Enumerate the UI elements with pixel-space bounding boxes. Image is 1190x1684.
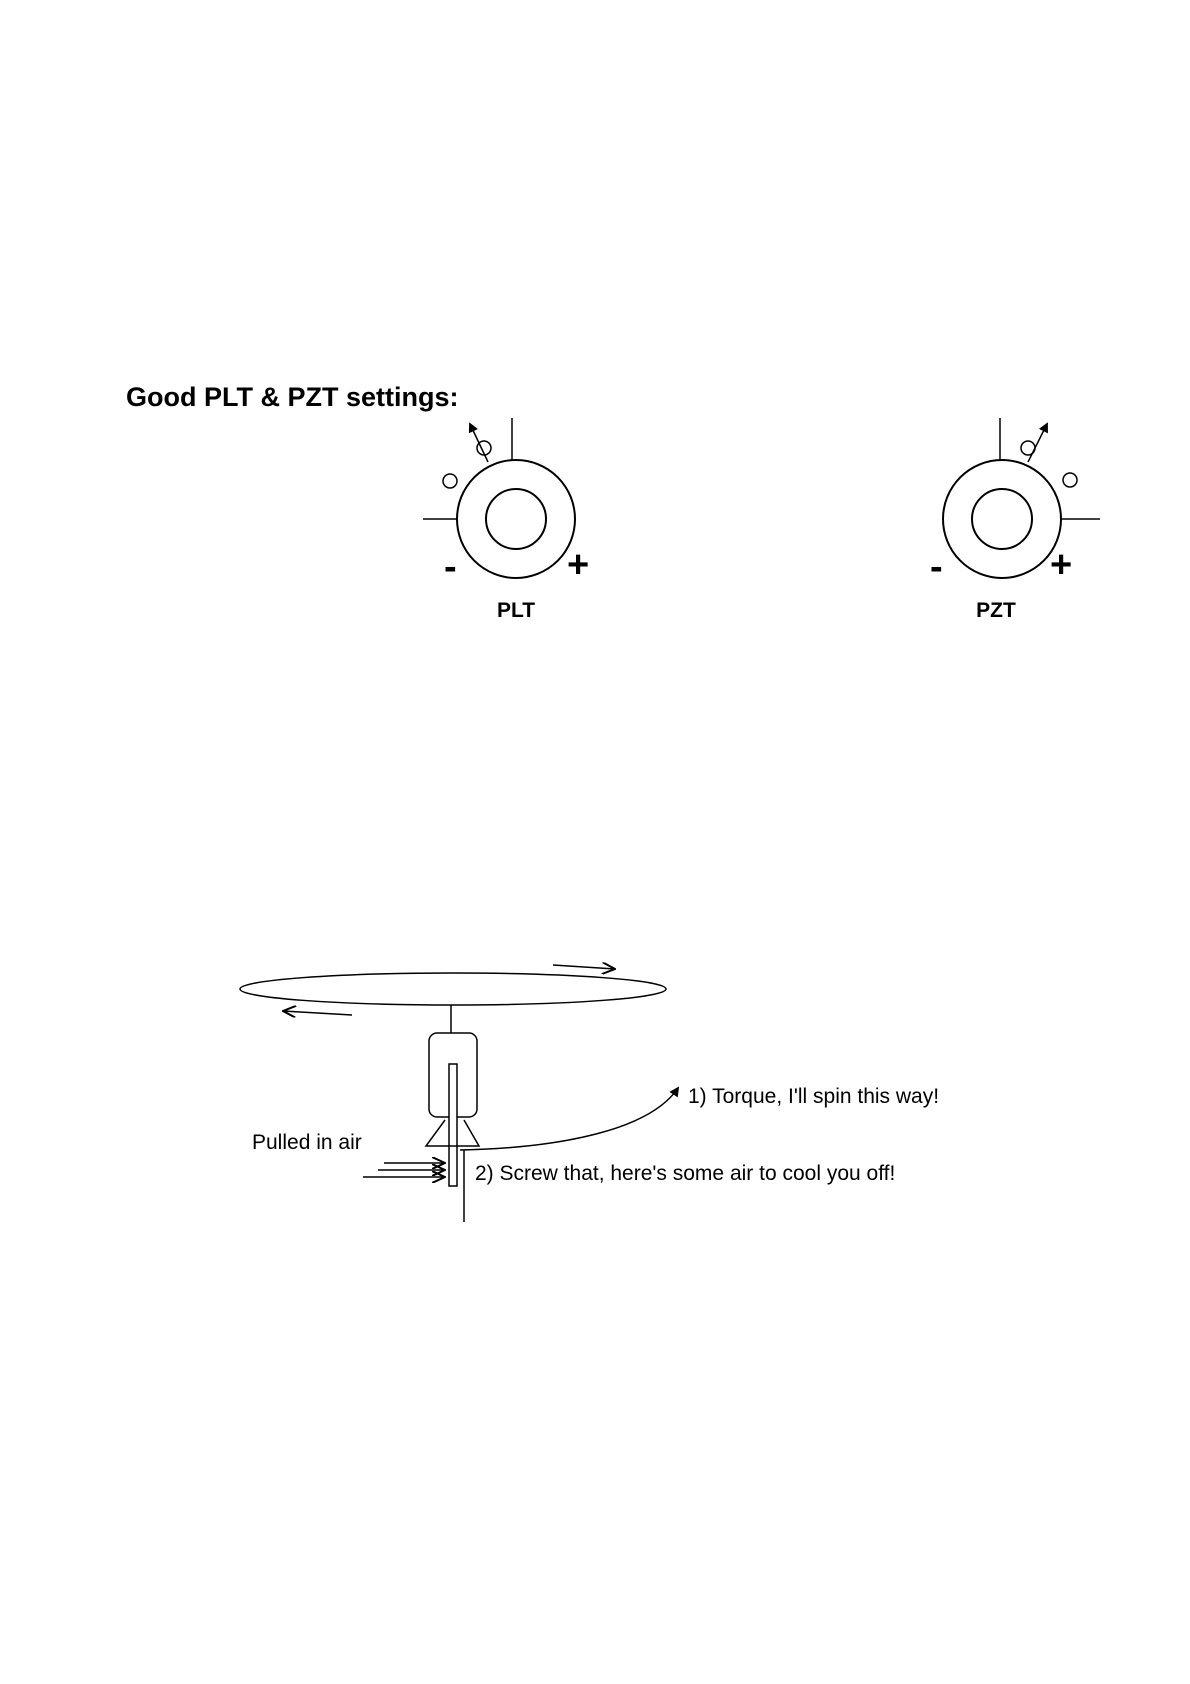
rotation-arrow-left	[283, 1011, 352, 1015]
pzt-position-dot-right	[1063, 473, 1077, 487]
pzt-minus-sign: -	[930, 546, 943, 588]
plt-minus-sign: -	[444, 546, 457, 588]
pzt-dial-knob	[972, 489, 1032, 549]
plt-label: PLT	[496, 599, 536, 622]
plt-dial-knob	[486, 489, 546, 549]
plt-dial-outer-ring	[457, 460, 575, 578]
rotation-arrow-right	[553, 965, 615, 969]
pzt-dial	[930, 418, 1100, 622]
pzt-dial-outer-ring	[943, 460, 1061, 578]
pzt-setting-arrow	[1028, 424, 1047, 462]
settings-heading: Good PLT & PZT settings:	[126, 382, 459, 412]
pzt-plus-sign: +	[1050, 544, 1073, 586]
torque-curve-arrow	[460, 1088, 678, 1150]
cooling-air-note: 2) Screw that, here's some air to cool you off!	[475, 1162, 896, 1185]
plt-setting-arrow	[470, 424, 488, 462]
plt-dial	[423, 418, 589, 622]
fan-blade-disc	[240, 973, 666, 1005]
motor-shaft	[449, 1064, 457, 1186]
fan-diagram	[240, 965, 939, 1222]
plt-position-dot-left	[443, 474, 457, 488]
pzt-label: PZT	[976, 599, 1016, 622]
pulled-in-air-label: Pulled in air	[252, 1131, 362, 1154]
torque-note: 1) Torque, I'll spin this way!	[688, 1085, 940, 1108]
plt-plus-sign: +	[567, 544, 590, 586]
